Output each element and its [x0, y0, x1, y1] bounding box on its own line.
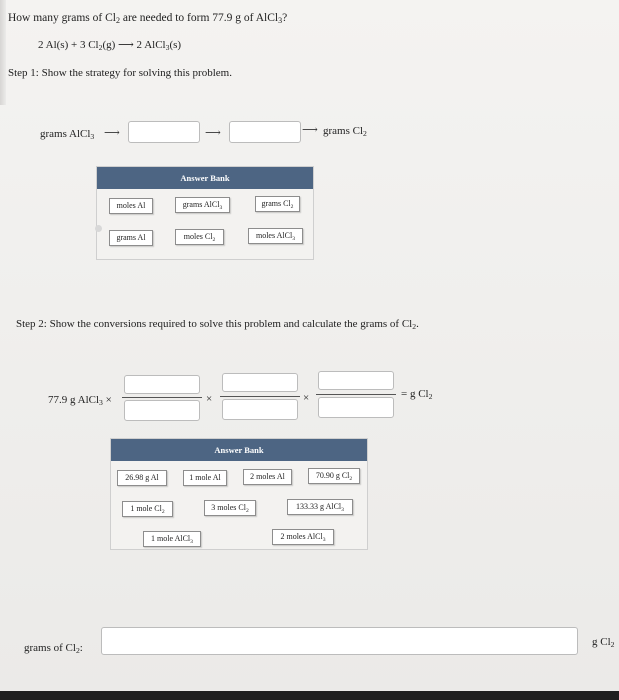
- reaction-equation: 2 Al(s) + 3 $Cl_2(g)$ ⟶ 2 AlCl$_3$(s): [38, 39, 182, 52]
- strategy-slot-1[interactable]: [128, 121, 200, 143]
- tile-133-33-g-alcl3[interactable]: 133.33 g AlCl$_3$: [287, 499, 353, 515]
- answer-bank-title: Answer Bank: [97, 167, 313, 189]
- tile-grams-al[interactable]: grams Al: [109, 230, 153, 246]
- times-sign: ×: [303, 392, 310, 404]
- numerator-slot-2[interactable]: [222, 373, 298, 392]
- bottom-bezel: [0, 691, 619, 700]
- strategy-slot-2[interactable]: [229, 121, 301, 143]
- tile-2-moles-alcl3[interactable]: 2 moles AlCl$_3$: [272, 529, 334, 545]
- numerator-slot-3[interactable]: [318, 371, 394, 390]
- fraction-bar: [122, 397, 202, 398]
- denominator-slot-3[interactable]: [318, 397, 394, 418]
- answer-bank-title: Answer Bank: [111, 439, 367, 461]
- start-quantity: 77.9 g AlCl$_3$ ×: [48, 394, 112, 407]
- denominator-slot-1[interactable]: [124, 400, 200, 421]
- drag-handle-icon: [95, 225, 102, 232]
- grams-cl2-answer-input[interactable]: [101, 627, 578, 655]
- tile-1-mole-al[interactable]: 1 mole Al: [183, 470, 227, 486]
- tile-1-mole-alcl3[interactable]: 1 mole AlCl$_3$: [143, 531, 201, 547]
- times-sign: ×: [206, 393, 213, 405]
- fraction-bar: [220, 396, 300, 397]
- arrow-icon: ⟶: [205, 127, 221, 139]
- final-answer-label: grams of $Cl_2$:: [24, 642, 83, 655]
- tile-grams-cl2[interactable]: grams $Cl_2$: [255, 196, 300, 212]
- denominator-slot-2[interactable]: [222, 399, 298, 420]
- tile-2-moles-al[interactable]: 2 moles Al: [243, 469, 292, 485]
- strategy-start-label: grams AlCl$_3$: [40, 128, 95, 141]
- tile-moles-alcl3[interactable]: moles AlCl$_3$: [248, 228, 303, 244]
- tile-26-98-g-al[interactable]: 26.98 g Al: [117, 470, 167, 486]
- step1-title: Step 1: Show the strategy for solving this problem.: [8, 67, 232, 79]
- tile-moles-cl2[interactable]: moles $Cl_2$: [175, 229, 224, 245]
- numerator-slot-1[interactable]: [124, 375, 200, 394]
- tile-1-mole-cl2[interactable]: 1 mole $Cl_2$: [122, 501, 173, 517]
- final-unit-label: g $Cl_2$: [592, 636, 615, 649]
- tile-3-moles-cl2[interactable]: 3 moles $Cl_2$: [204, 500, 256, 516]
- left-edge-shadow: [0, 0, 6, 105]
- step2-title: Step 2: Show the conversions required to solve this problem and calculate the grams of $Cl_2$.: [16, 318, 419, 331]
- arrow-icon: ⟶: [104, 127, 120, 139]
- result-unit: = g $Cl_2$: [401, 388, 433, 401]
- tile-grams-alcl3[interactable]: grams AlCl$_3$: [175, 197, 230, 213]
- tile-moles-al[interactable]: moles Al: [109, 198, 153, 214]
- tile-70-90-g-cl2[interactable]: 70.90 g $Cl_2$: [308, 468, 360, 484]
- fraction-bar: [316, 394, 396, 395]
- question-text: How many grams of $Cl_2$ are needed to form 77.9 g of AlCl$_3$?: [8, 12, 288, 25]
- strategy-end-label: grams $Cl_2$: [323, 125, 367, 138]
- arrow-icon: ⟶: [302, 124, 318, 136]
